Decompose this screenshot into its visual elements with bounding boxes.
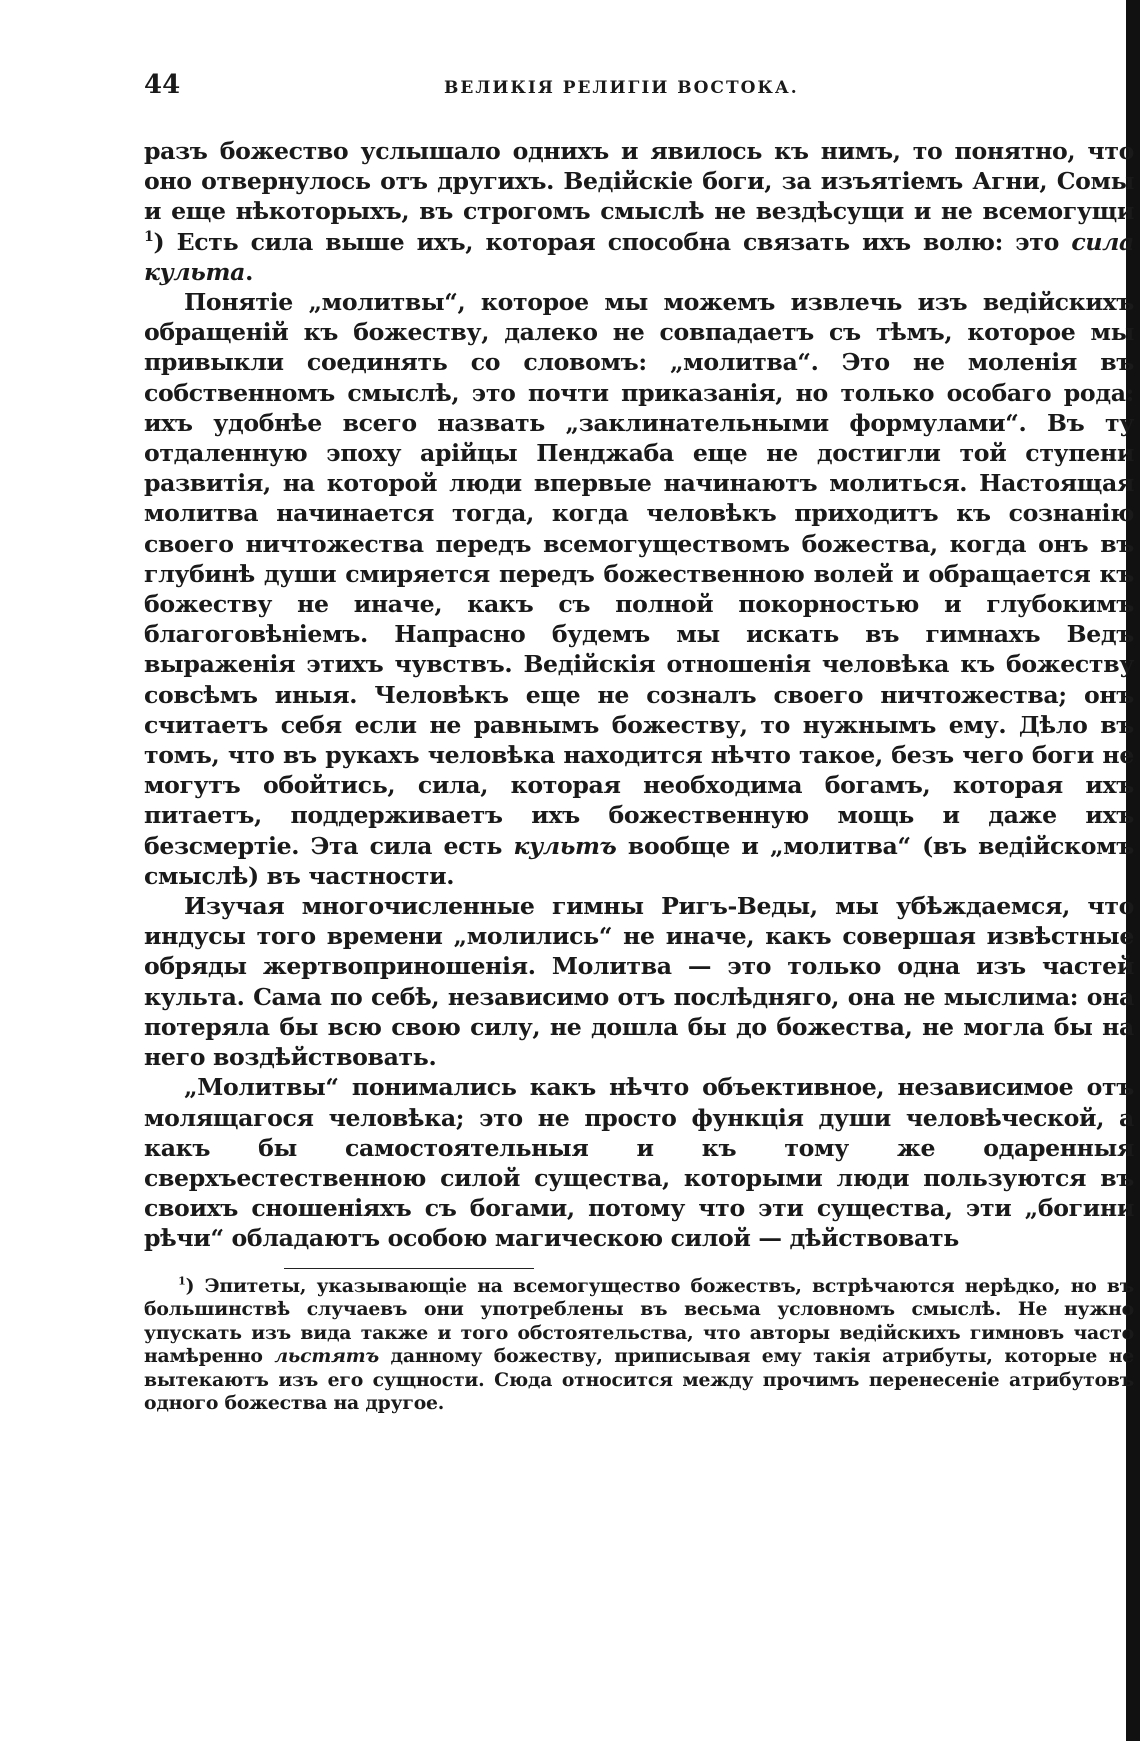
page-number: 44: [144, 70, 181, 100]
footnote-marker: 1: [178, 1273, 186, 1288]
emphasized-text: культъ: [513, 831, 617, 860]
text-run: Понятіе „молитвы“, которое мы можемъ извлечь изъ ведійскихъ обращеній къ божеству, далеко не совпадаетъ съ тѣмъ, которое мы привыкли соединять со словомъ: „молитва“. Это не моленія въ собственномъ смыслѣ, это почти приказанія, но только особаго рода: ихъ удобнѣе всего назвать „заклинательными формулами“. Въ ту отдаленную эпоху арійцы Пенджаба еще не достигли той ступени развитія, на которой люди впервые начинаютъ молиться. Настоящая молитва начинается тогда, когда человѣкъ приходитъ къ сознанію своего ничтожества передъ всемогуществомъ божества, когда онъ въ глубинѣ души смиряется передъ божественною волей и обращается къ божеству не иначе, какъ съ полной покорностью и глубокимъ благоговѣніемъ. Напрасно будемъ мы искать въ гимнахъ Ведъ выраженія этихъ чувствъ. Ведійскія отношенія человѣка къ божеству совсѣмъ иныя. Человѣкъ еще не созналъ своего ничтожества; онъ считаетъ себя если не равнымъ божеству, то нужнымъ ему. Дѣло въ томъ, что въ рукахъ человѣка находится нѣчто такое, безъ чего боги не могутъ обойтись, сила, которая необходима богамъ, которая ихъ питаетъ, поддерживаетъ ихъ божественную мощь и даже ихъ безсмертіе. Эта сила есть: [144, 288, 1134, 860]
running-title: ВЕЛИКІЯ РЕЛИГІИ ВОСТОКА.: [444, 78, 799, 98]
footnote: [144, 1275, 1134, 1417]
main-text: [144, 136, 1134, 1254]
text-run: ) Есть сила выше ихъ, которая способна связать ихъ волю: это: [153, 227, 1072, 256]
paragraph: [144, 891, 1134, 1072]
paragraph: [144, 136, 1134, 287]
paragraph: [144, 287, 1134, 891]
text-run: ) Эпитеты, указывающіе на всемогущество божествъ, встрѣчаются нерѣдко, но въ большинствѣ случаевъ они употреблены въ весьма условномъ смыслѣ. Не нужно упускать изъ вида также и того обстоятельства, что авторы ведійскихъ гимновъ часто намѣренно: [144, 1274, 1134, 1368]
footnote-marker: 1: [144, 228, 154, 245]
emphasized-text: сила культа: [144, 227, 1134, 286]
text-run: „Молитвы“ понимались какъ нѣчто объективное, независимое отъ молящагося человѣка; это не просто функція души человѣческой, а какъ бы самостоятельныя и къ тому же одаренныя сверхъестественною силой существа, которыми люди пользуются въ своихъ сношеніяхъ съ богами, потому что эти существа, эти „богини рѣчи“ обладаютъ особою магическою силой — дѣйствовать: [144, 1073, 1134, 1253]
text-run: вообще и „молитва“ (въ ведійскомъ смыслѣ) въ частности.: [144, 831, 1134, 890]
paragraph: [144, 1072, 1134, 1253]
emphasized-text: льстятъ: [274, 1345, 379, 1368]
text-run: .: [245, 257, 253, 286]
footnote-separator: [284, 1268, 534, 1269]
text-run: Изучая многочисленные гимны Ригъ-Веды, мы убѣждаемся, что индусы того времени „молились“ не иначе, какъ совершая извѣстные обряды жертвоприношенія. Молитва — это только одна изъ частей культа. Сама по себѣ, независимо отъ послѣдняго, она не мыслима: она потеряла бы всю свою силу, не дошла бы до божества, не могла бы на него воздѣйствовать.: [144, 892, 1134, 1072]
book-page: [144, 70, 1134, 1416]
text-run: разъ божество услышало однихъ и явилось къ нимъ, то понятно, что оно отвернулось отъ другихъ. Ведійскіе боги, за изъятіемъ Агни, Сомы и еще нѣкоторыхъ, въ строгомъ смыслѣ не вездѣсущи и не всемогущи: [144, 137, 1134, 226]
text-run: данному божеству, приписывая ему такія атрибуты, которые не вытекаютъ изъ его сущности. Сюда относится между прочимъ перенесеніе атрибутовъ одного божества на другое.: [144, 1345, 1135, 1415]
page-header: [144, 70, 1134, 110]
footnotes: [144, 1275, 1134, 1417]
